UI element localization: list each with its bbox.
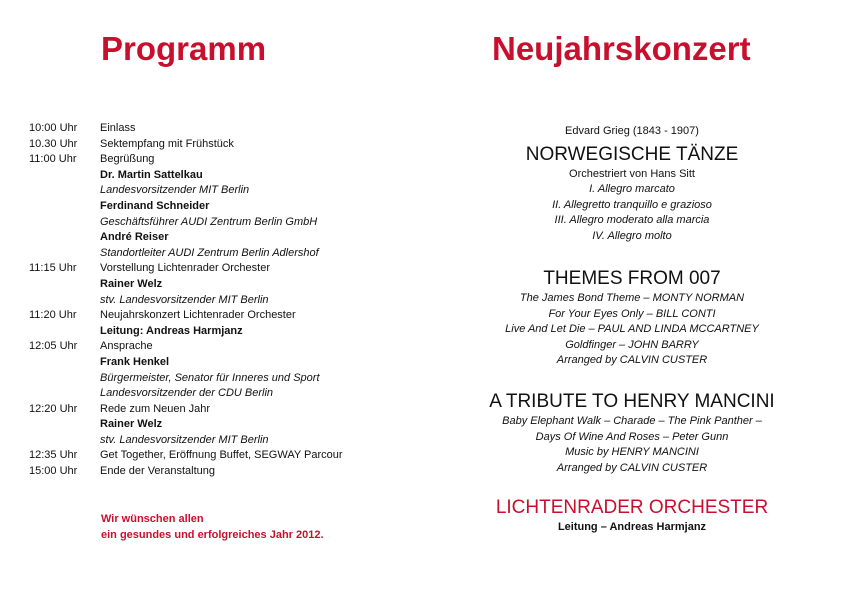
schedule-time <box>29 215 100 231</box>
schedule-row <box>29 121 343 137</box>
schedule-text: Sektempfang mit Frühstück <box>100 137 234 150</box>
bond-block <box>442 267 822 369</box>
mancini-block <box>442 390 822 476</box>
orchestra-block <box>442 496 822 536</box>
schedule-time: 12:05 Uhr <box>29 340 78 353</box>
schedule-row <box>29 199 343 215</box>
schedule-time: 11:20 Uhr <box>29 309 77 322</box>
schedule-row <box>29 448 343 464</box>
orchestration-line: Orchestriert von Hans Sitt <box>569 167 695 180</box>
schedule-row <box>29 433 343 449</box>
schedule-text: Geschäftsführer AUDI Zentrum Berlin GmbH <box>100 215 318 228</box>
movement-3: III. Allegro moderato alla marcia <box>554 214 710 227</box>
schedule-text: Neujahrskonzert Lichtenrader Orchester <box>100 309 296 322</box>
schedule-time <box>29 293 100 309</box>
schedule-row <box>29 183 343 199</box>
schedule-row <box>29 246 343 262</box>
mancini-line-1: Baby Elephant Walk – Charade – The Pink Panther – <box>502 415 762 427</box>
mancini-line-3: Music by HENRY MANCINI <box>565 446 699 459</box>
schedule-row <box>29 402 343 418</box>
schedule-text: Get Together, Eröffnung Buffet, SEGWAY Parcour <box>100 449 343 462</box>
schedule-time <box>29 324 100 340</box>
schedule-time: 12:20 Uhr <box>29 402 78 415</box>
bond-line-3: Live And Let Die – PAUL AND LINDA MCCARTNEY <box>505 323 759 336</box>
schedule-time: 10:00 Uhr <box>29 122 78 134</box>
schedule-text: Landesvorsitzender der CDU Berlin <box>100 387 274 400</box>
schedule-row <box>29 417 343 433</box>
work-title-007: THEMES FROM 007 <box>543 268 721 289</box>
schedule-row <box>29 137 343 153</box>
schedule-row <box>29 277 343 293</box>
schedule-row <box>29 215 343 231</box>
schedule-time <box>29 183 100 199</box>
schedule-time: 11:15 Uhr <box>29 262 77 275</box>
orchestra-name: LICHTENRADER ORCHESTER <box>495 497 769 518</box>
schedule-text: Bürgermeister, Senator für Inneres und Sport <box>100 371 320 384</box>
schedule-row <box>29 293 343 309</box>
movement-2: II. Allegretto tranquillo e grazioso <box>552 198 712 211</box>
wish-line-2: ein gesundes und erfolgreiches Jahr 2012. <box>101 528 324 541</box>
schedule-time <box>29 168 100 184</box>
concert-title: Neujahrskonzert <box>492 30 751 67</box>
schedule-row <box>29 308 343 324</box>
schedule-text: Ferdinand Schneider <box>100 199 210 212</box>
movement-4: IV. Allegro molto <box>592 229 672 242</box>
schedule-row <box>29 386 343 402</box>
schedule-time: 10.30 Uhr <box>29 137 78 150</box>
schedule-row <box>29 261 343 277</box>
schedule-text: Standortleiter AUDI Zentrum Berlin Adlershof <box>100 246 319 259</box>
bond-line-5: Arranged by CALVIN CUSTER <box>556 354 708 367</box>
schedule-time: 15:00 Uhr <box>29 465 78 478</box>
schedule-text: stv. Landesvorsitzender MIT Berlin <box>100 433 269 446</box>
schedule-text: André Reiser <box>100 231 169 244</box>
schedule-text: Rainer Welz <box>100 277 163 290</box>
schedule-text: Ende der Veranstaltung <box>100 465 215 478</box>
grieg-block <box>442 124 822 245</box>
schedule-time: 11:00 Uhr <box>29 153 77 166</box>
schedule-time <box>29 355 100 371</box>
schedule-text: Landesvorsitzender MIT Berlin <box>100 184 250 197</box>
schedule-time <box>29 230 100 246</box>
schedule-list <box>29 121 343 480</box>
work-title-mancini: A TRIBUTE TO HENRY MANCINI <box>489 391 775 412</box>
schedule-text: Frank Henkel <box>100 355 170 368</box>
wish-line-1: Wir wünschen allen <box>101 513 204 525</box>
schedule-text: Rainer Welz <box>100 418 163 431</box>
new-year-wish <box>101 512 324 543</box>
bond-line-4: Goldfinger – JOHN BARRY <box>565 338 699 351</box>
schedule-row <box>29 371 343 387</box>
schedule-text: Leitung: Andreas Harmjanz <box>100 324 243 337</box>
schedule-time <box>29 417 100 433</box>
schedule-time <box>29 246 100 262</box>
schedule-text: Vorstellung Lichtenrader Orchester <box>100 262 270 275</box>
schedule-text: Ansprache <box>100 340 153 353</box>
schedule-text: Dr. Martin Sattelkau <box>100 168 203 181</box>
schedule-row <box>29 168 343 184</box>
schedule-time: 12:35 Uhr <box>29 449 78 462</box>
schedule-row <box>29 355 343 371</box>
composer-line: Edvard Grieg (1843 - 1907) <box>565 125 699 137</box>
mancini-line-4: Arranged by CALVIN CUSTER <box>556 461 708 474</box>
schedule-time <box>29 386 100 402</box>
schedule-time <box>29 199 100 215</box>
mancini-line-2: Days Of Wine And Roses – Peter Gunn <box>535 430 729 443</box>
schedule-row <box>29 464 343 480</box>
schedule-text: Rede zum Neuen Jahr <box>100 402 211 415</box>
schedule-time <box>29 371 100 387</box>
schedule-time <box>29 277 100 293</box>
schedule-row <box>29 324 343 340</box>
bond-line-2: For Your Eyes Only – BILL CONTI <box>548 307 716 320</box>
schedule-row <box>29 152 343 168</box>
work-title-norwegian-dances: NORWEGISCHE TÄNZE <box>525 143 739 165</box>
schedule-row <box>29 339 343 355</box>
movement-1: I. Allegro marcato <box>589 183 675 196</box>
conductor-line: Leitung – Andreas Harmjanz <box>557 521 707 533</box>
schedule-row <box>29 230 343 246</box>
schedule-text: Einlass <box>100 122 136 134</box>
bond-line-1: The James Bond Theme – MONTY NORMAN <box>519 292 745 304</box>
schedule-time <box>29 433 100 449</box>
program-title: Programm <box>101 30 267 67</box>
schedule-text: Begrüßung <box>100 153 155 166</box>
schedule-text: stv. Landesvorsitzender MIT Berlin <box>100 293 269 306</box>
